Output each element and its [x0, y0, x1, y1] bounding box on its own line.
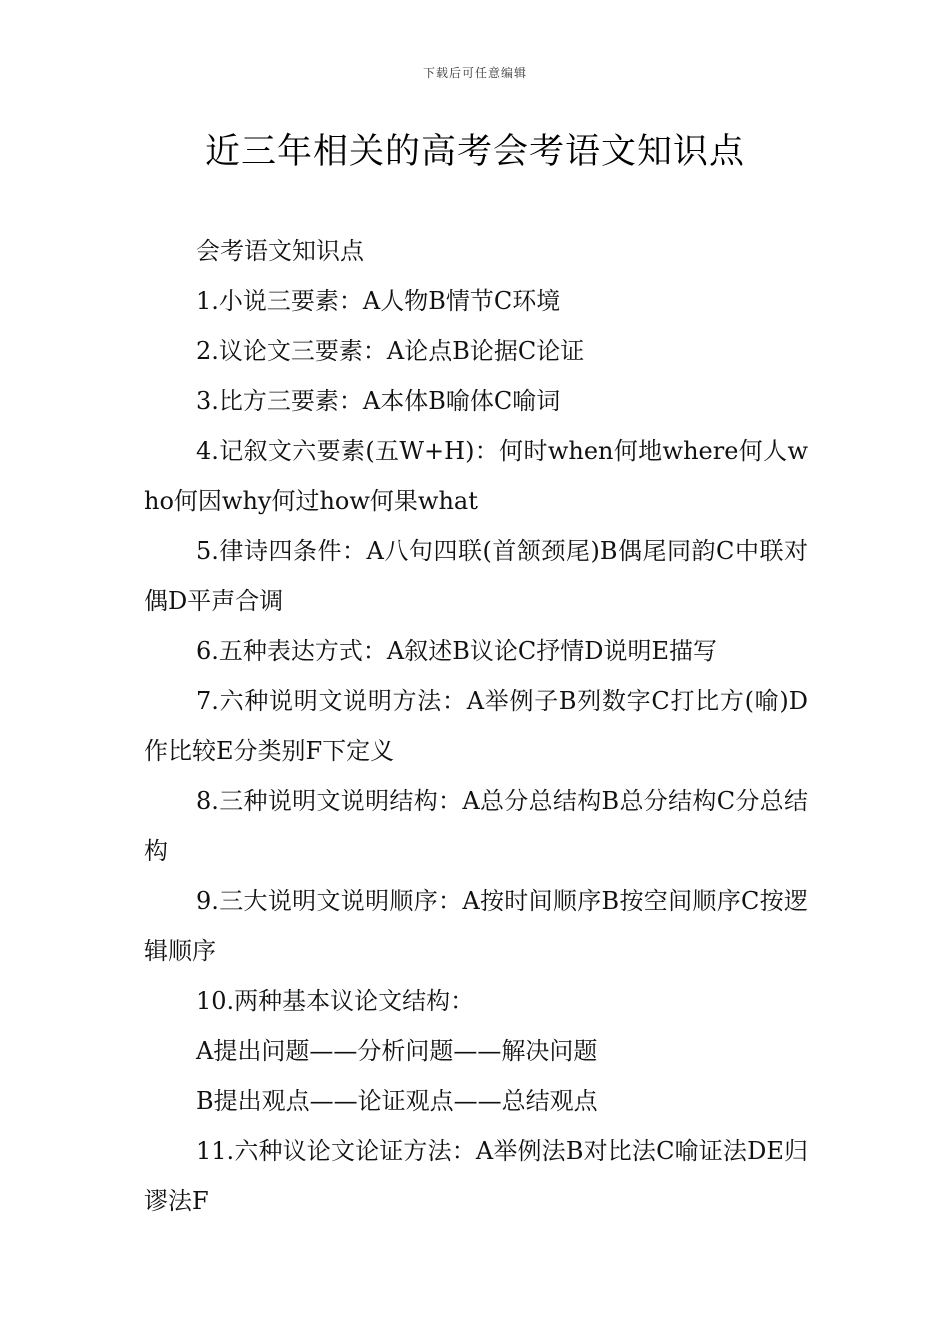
list-item: 5.律诗四条件：A八句四联(首颔颈尾)B偶尾同韵C中联对偶D平声合调 [144, 537, 808, 615]
list-item: 11.六种议论文论证方法：A举例法B对比法C喻证法DE归谬法F [144, 1137, 808, 1215]
document-title: 近三年相关的高考会考语文知识点 [204, 132, 745, 172]
document-body [144, 226, 808, 1226]
list-item: 3.比方三要素：A本体B喻体C喻词 [196, 387, 561, 415]
list-item: 9.三大说明文说明顺序：A按时间顺序B按空间顺序C按逻辑顺序 [144, 887, 808, 965]
list-item: 1.小说三要素：A人物B情节C环境 [196, 287, 561, 315]
list-item: 8.三种说明文说明结构：A总分总结构B总分结构C分总结构 [144, 787, 808, 865]
section-heading: 会考语文知识点 [196, 237, 364, 265]
header-note: 下载后可任意编辑 [422, 66, 527, 80]
list-item: 2.议论文三要素：A论点B论据C论证 [196, 337, 585, 365]
list-subitem: A提出问题——分析问题——解决问题 [196, 1037, 598, 1065]
list-item: 6.五种表达方式：A叙述B议论C抒情D说明E描写 [196, 637, 717, 665]
list-subitem: B提出观点——论证观点——总结观点 [196, 1087, 598, 1115]
list-item: 7.六种说明文说明方法：A举例子B列数字C打比方(喻)D作比较E分类别F下定义 [144, 687, 808, 765]
list-item: 4.记叙文六要素(五W+H)：何时when何地where何人who何因why何过how何果what [144, 437, 808, 515]
list-item: 10.两种基本议论文结构： [196, 987, 475, 1015]
